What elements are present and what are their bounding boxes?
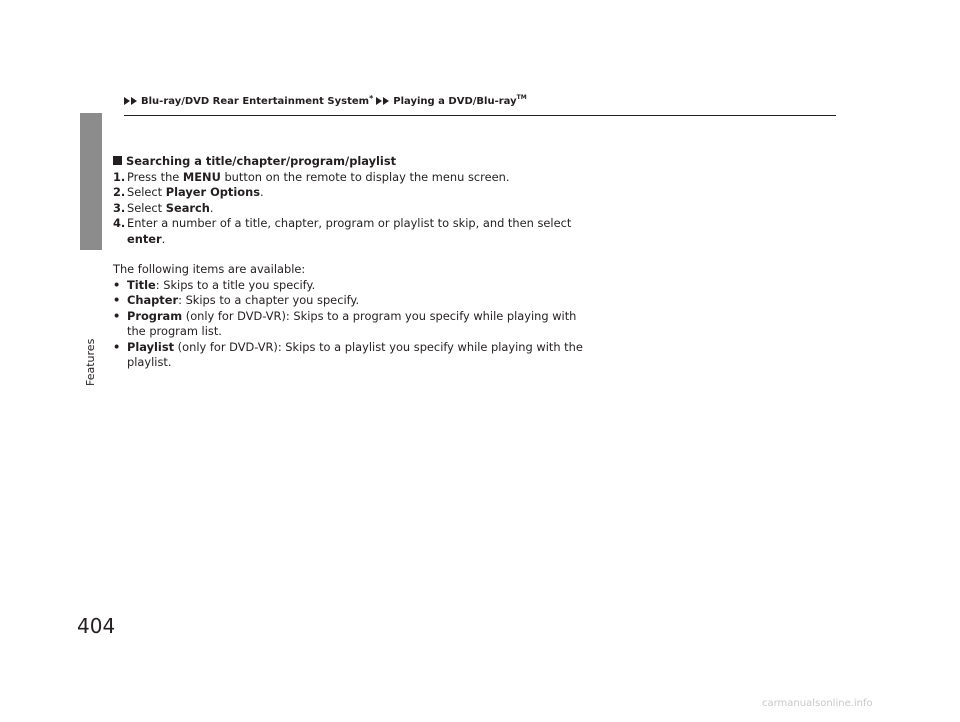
- step-term: MENU: [182, 169, 221, 184]
- step-text-pre: Press the: [127, 169, 183, 184]
- section-heading-text: Searching a title/chapter/program/playlist: [126, 154, 397, 168]
- step-text-post: button on the remote to display the menu screen.: [220, 169, 510, 184]
- breadcrumb-part1: Blu-ray/DVD Rear Entertainment System: [141, 95, 370, 107]
- breadcrumb-part2: Playing a DVD/Blu-ray: [393, 95, 517, 107]
- step-term: enter: [127, 231, 162, 246]
- bullet-term: Chapter: [127, 293, 179, 307]
- bullet-text: [127, 309, 583, 340]
- trademark-mark: TM: [516, 93, 527, 101]
- square-bullet-icon: [113, 156, 122, 165]
- page-number: 404: [77, 614, 116, 638]
- step-item: [113, 216, 583, 247]
- bullet-dot-icon: •: [113, 308, 121, 323]
- step-text-pre: Select: [127, 200, 166, 215]
- step-text: [127, 201, 583, 217]
- step-item: [113, 201, 583, 217]
- bullet-term: Playlist: [127, 339, 175, 354]
- bullet-desc: (only for DVD-VR): Skips to a playlist you specify while playing with the playlist.: [127, 339, 583, 369]
- step-item: [113, 170, 583, 186]
- step-item: [113, 185, 583, 201]
- step-text: [127, 170, 583, 186]
- step-number: 1.: [113, 169, 126, 184]
- bullet-text: [127, 278, 583, 294]
- bullet-term: Program: [127, 308, 183, 323]
- step-number: 3.: [113, 200, 126, 215]
- bullet-item: [113, 293, 583, 309]
- step-text: [127, 185, 583, 201]
- breadcrumb-arrow-icon: [124, 97, 130, 105]
- bullet-text: [127, 293, 583, 309]
- section-content: [113, 154, 583, 371]
- breadcrumb-arrow-icon: [376, 97, 382, 105]
- items-intro: The following items are available:: [113, 262, 306, 276]
- step-number: 2.: [113, 185, 126, 199]
- bullet-dot-icon: •: [113, 339, 121, 354]
- step-text-post: .: [260, 185, 264, 199]
- header-rule: [124, 115, 836, 116]
- step-text-pre: Enter a number of a title, chapter, program or playlist to skip, and then select: [127, 216, 572, 230]
- section-tab-marker: [80, 113, 102, 250]
- bullet-list: [113, 278, 583, 371]
- breadcrumb-arrow-icon: [383, 97, 389, 105]
- step-text-post: .: [209, 200, 214, 215]
- step-number: 4.: [113, 216, 126, 230]
- bullet-desc: (only for DVD-VR): Skips to a program you specify while playing with the program list.: [127, 308, 577, 338]
- bullet-dot-icon: •: [113, 277, 121, 292]
- bullet-item: [113, 340, 583, 371]
- side-label-text: Features: [84, 338, 97, 386]
- step-term: Search: [165, 200, 210, 215]
- section-heading: [113, 154, 583, 170]
- section-side-label: [82, 262, 100, 386]
- step-list: [113, 170, 583, 248]
- bullet-dot-icon: •: [113, 293, 121, 307]
- bullet-item: [113, 278, 583, 294]
- watermark-text: carmanualsonline.info: [762, 698, 873, 709]
- breadcrumb: [124, 94, 527, 108]
- step-term: Player Options: [165, 185, 260, 199]
- step-text-post: .: [161, 231, 166, 246]
- breadcrumb-asterisk: *: [369, 93, 374, 103]
- step-text-pre: Select: [127, 185, 166, 199]
- bullet-text: [127, 340, 583, 371]
- breadcrumb-arrow-icon: [131, 97, 137, 105]
- bullet-item: [113, 309, 583, 340]
- bullet-desc: : Skips to a title you specify.: [155, 277, 316, 292]
- step-text: [127, 216, 583, 247]
- bullet-desc: : Skips to a chapter you specify.: [178, 293, 360, 307]
- bullet-term: Title: [127, 277, 156, 292]
